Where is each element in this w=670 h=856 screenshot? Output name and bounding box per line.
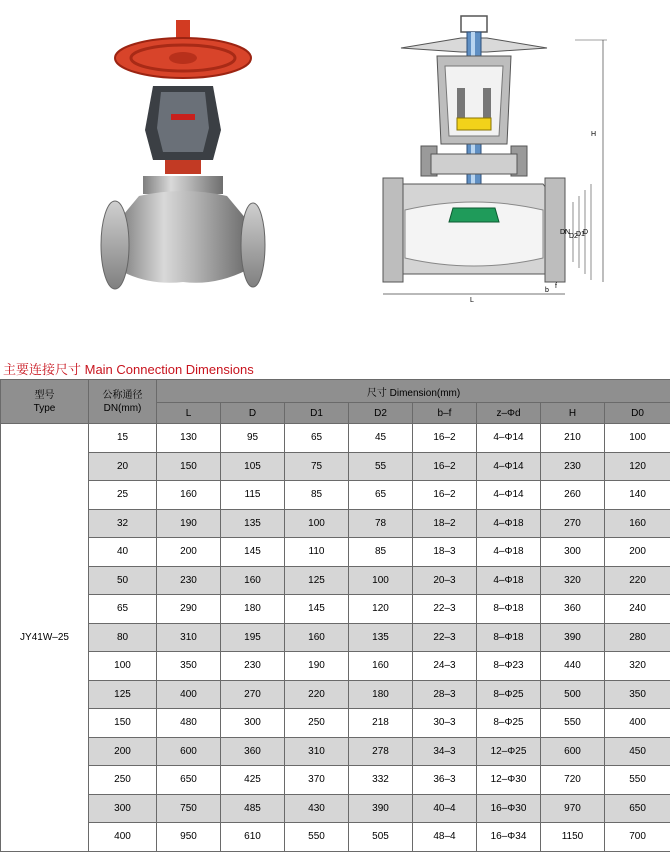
dim-label-d: D	[583, 229, 589, 236]
cell-d2: 85	[349, 538, 413, 567]
cell-d1: 100	[285, 509, 349, 538]
cell-dn: 150	[89, 709, 157, 738]
cell-d1: 250	[285, 709, 349, 738]
cell-d0: 220	[605, 566, 670, 595]
cell-bf: 16–2	[413, 452, 477, 481]
cell-bf: 40–4	[413, 794, 477, 823]
cell-dn: 200	[89, 737, 157, 766]
cell-h: 440	[541, 652, 605, 681]
cell-dn: 100	[89, 652, 157, 681]
cell-d: 145	[221, 538, 285, 567]
cell-d2: 65	[349, 481, 413, 510]
cell-d1: 65	[285, 424, 349, 453]
valve-photo	[95, 20, 275, 300]
cell-bf: 28–3	[413, 680, 477, 709]
cell-h: 260	[541, 481, 605, 510]
cell-zd: 8–Φ25	[477, 709, 541, 738]
cell-d: 230	[221, 652, 285, 681]
cell-zd: 8–Φ18	[477, 623, 541, 652]
cell-zd: 4–Φ18	[477, 538, 541, 567]
cell-d1: 310	[285, 737, 349, 766]
cell-d0: 700	[605, 823, 670, 852]
col-header-l: L	[157, 403, 221, 424]
table-row	[1, 595, 670, 624]
cell-l: 310	[157, 623, 221, 652]
cell-l: 290	[157, 595, 221, 624]
cell-l: 400	[157, 680, 221, 709]
cell-dn: 65	[89, 595, 157, 624]
col-header-d2: D2	[349, 403, 413, 424]
cell-d: 135	[221, 509, 285, 538]
section-title: 主要连接尺寸 Main Connection Dimensions	[3, 362, 254, 377]
cell-d: 610	[221, 823, 285, 852]
cell-d0: 350	[605, 680, 670, 709]
cell-dn: 25	[89, 481, 157, 510]
cell-zd: 8–Φ18	[477, 595, 541, 624]
cell-l: 950	[157, 823, 221, 852]
table-row	[1, 709, 670, 738]
cell-h: 360	[541, 595, 605, 624]
dim-label-h: H	[591, 131, 597, 138]
cell-d1: 190	[285, 652, 349, 681]
cell-l: 650	[157, 766, 221, 795]
cell-bf: 18–2	[413, 509, 477, 538]
cell-d2: 160	[349, 652, 413, 681]
cell-d1: 125	[285, 566, 349, 595]
table-row	[1, 452, 670, 481]
cell-zd: 4–Φ18	[477, 566, 541, 595]
cell-d: 115	[221, 481, 285, 510]
cell-l: 480	[157, 709, 221, 738]
cell-dn: 400	[89, 823, 157, 852]
table-row	[1, 424, 670, 453]
col-header-zd: z–Φd	[477, 403, 541, 424]
cell-dn: 80	[89, 623, 157, 652]
cell-d0: 280	[605, 623, 670, 652]
dn-header-en: DN(mm)	[103, 402, 142, 414]
cell-d: 360	[221, 737, 285, 766]
col-header-bf: b–f	[413, 403, 477, 424]
type-header	[1, 380, 89, 424]
cell-dn: 15	[89, 424, 157, 453]
cell-d0: 140	[605, 481, 670, 510]
cell-bf: 16–2	[413, 424, 477, 453]
col-header-d0: D0	[605, 403, 670, 424]
cell-d0: 450	[605, 737, 670, 766]
cell-h: 390	[541, 623, 605, 652]
cell-d1: 220	[285, 680, 349, 709]
cell-dn: 20	[89, 452, 157, 481]
dimension-header: 尺寸 Dimension(mm)	[157, 380, 670, 403]
table-row	[1, 737, 670, 766]
cell-zd: 12–Φ30	[477, 766, 541, 795]
cell-d0: 200	[605, 538, 670, 567]
cell-d: 485	[221, 794, 285, 823]
cell-zd: 8–Φ25	[477, 680, 541, 709]
type-header-cn: 型号	[34, 389, 55, 401]
dim-label-l: L	[470, 297, 474, 304]
cell-d2: 390	[349, 794, 413, 823]
dim-label-b: b	[545, 287, 549, 294]
cell-d1: 370	[285, 766, 349, 795]
cell-h: 300	[541, 538, 605, 567]
cell-dn: 40	[89, 538, 157, 567]
table-row	[1, 794, 670, 823]
cell-d1: 160	[285, 623, 349, 652]
dn-header	[89, 380, 157, 424]
type-header-en: Type	[33, 402, 56, 414]
cell-bf: 34–3	[413, 737, 477, 766]
table-row	[1, 823, 670, 852]
cell-h: 970	[541, 794, 605, 823]
cell-l: 130	[157, 424, 221, 453]
cell-d: 425	[221, 766, 285, 795]
cell-h: 1150	[541, 823, 605, 852]
table-row	[1, 652, 670, 681]
cell-bf: 36–3	[413, 766, 477, 795]
cell-d2: 332	[349, 766, 413, 795]
cell-dn: 250	[89, 766, 157, 795]
table-row	[1, 509, 670, 538]
cell-d0: 120	[605, 452, 670, 481]
cell-d0: 160	[605, 509, 670, 538]
cell-d: 195	[221, 623, 285, 652]
cell-d0: 650	[605, 794, 670, 823]
cell-h: 550	[541, 709, 605, 738]
cell-d2: 100	[349, 566, 413, 595]
dim-label-f: f	[555, 283, 557, 290]
cell-d: 105	[221, 452, 285, 481]
table-row	[1, 623, 670, 652]
cell-d1: 550	[285, 823, 349, 852]
cell-l: 230	[157, 566, 221, 595]
cell-d: 300	[221, 709, 285, 738]
cell-bf: 18–3	[413, 538, 477, 567]
cell-zd: 4–Φ18	[477, 509, 541, 538]
cell-d2: 218	[349, 709, 413, 738]
cell-d1: 110	[285, 538, 349, 567]
col-header-h: H	[541, 403, 605, 424]
cell-d0: 240	[605, 595, 670, 624]
cell-d1: 75	[285, 452, 349, 481]
model-cell: JY41W–25	[1, 424, 89, 852]
cell-h: 270	[541, 509, 605, 538]
table-row	[1, 566, 670, 595]
cell-d2: 135	[349, 623, 413, 652]
cell-zd: 16–Φ34	[477, 823, 541, 852]
cell-dn: 300	[89, 794, 157, 823]
cell-d0: 100	[605, 424, 670, 453]
cell-zd: 16–Φ30	[477, 794, 541, 823]
cell-dn: 32	[89, 509, 157, 538]
col-header-d: D	[221, 403, 285, 424]
cell-d1: 145	[285, 595, 349, 624]
cell-h: 230	[541, 452, 605, 481]
cell-d: 180	[221, 595, 285, 624]
cell-bf: 48–4	[413, 823, 477, 852]
valve-section-drawing	[375, 12, 615, 307]
cell-d1: 85	[285, 481, 349, 510]
cell-d: 95	[221, 424, 285, 453]
cell-d0: 400	[605, 709, 670, 738]
dn-header-cn: 公称通径	[102, 389, 143, 401]
dim-label-d1: D1	[576, 231, 585, 238]
cell-d2: 55	[349, 452, 413, 481]
cell-zd: 4–Φ14	[477, 452, 541, 481]
cell-d2: 78	[349, 509, 413, 538]
cell-zd: 12–Φ25	[477, 737, 541, 766]
cell-d: 160	[221, 566, 285, 595]
cell-bf: 22–3	[413, 623, 477, 652]
cell-d: 270	[221, 680, 285, 709]
cell-dn: 125	[89, 680, 157, 709]
cell-h: 210	[541, 424, 605, 453]
cell-zd: 4–Φ14	[477, 481, 541, 510]
table-row	[1, 481, 670, 510]
cell-h: 600	[541, 737, 605, 766]
table-row	[1, 766, 670, 795]
cell-d1: 430	[285, 794, 349, 823]
cell-l: 750	[157, 794, 221, 823]
cell-l: 200	[157, 538, 221, 567]
cell-zd: 4–Φ14	[477, 424, 541, 453]
cell-d2: 180	[349, 680, 413, 709]
cell-d2: 45	[349, 424, 413, 453]
cell-l: 150	[157, 452, 221, 481]
cell-l: 190	[157, 509, 221, 538]
dim-label-d2: D2	[569, 233, 578, 240]
table-row	[1, 680, 670, 709]
cell-d2: 120	[349, 595, 413, 624]
cell-bf: 22–3	[413, 595, 477, 624]
table-row	[1, 538, 670, 567]
cell-h: 500	[541, 680, 605, 709]
cell-bf: 24–3	[413, 652, 477, 681]
cell-l: 600	[157, 737, 221, 766]
cell-bf: 20–3	[413, 566, 477, 595]
cell-d2: 278	[349, 737, 413, 766]
dim-label-dn: DN	[560, 229, 571, 236]
cell-h: 720	[541, 766, 605, 795]
cell-d0: 320	[605, 652, 670, 681]
cell-d2: 505	[349, 823, 413, 852]
dimensions-table	[0, 379, 670, 852]
cell-bf: 16–2	[413, 481, 477, 510]
cell-d0: 550	[605, 766, 670, 795]
cell-bf: 30–3	[413, 709, 477, 738]
cell-h: 320	[541, 566, 605, 595]
cell-zd: 8–Φ23	[477, 652, 541, 681]
cell-dn: 50	[89, 566, 157, 595]
cell-l: 160	[157, 481, 221, 510]
cell-l: 350	[157, 652, 221, 681]
col-header-d1: D1	[285, 403, 349, 424]
